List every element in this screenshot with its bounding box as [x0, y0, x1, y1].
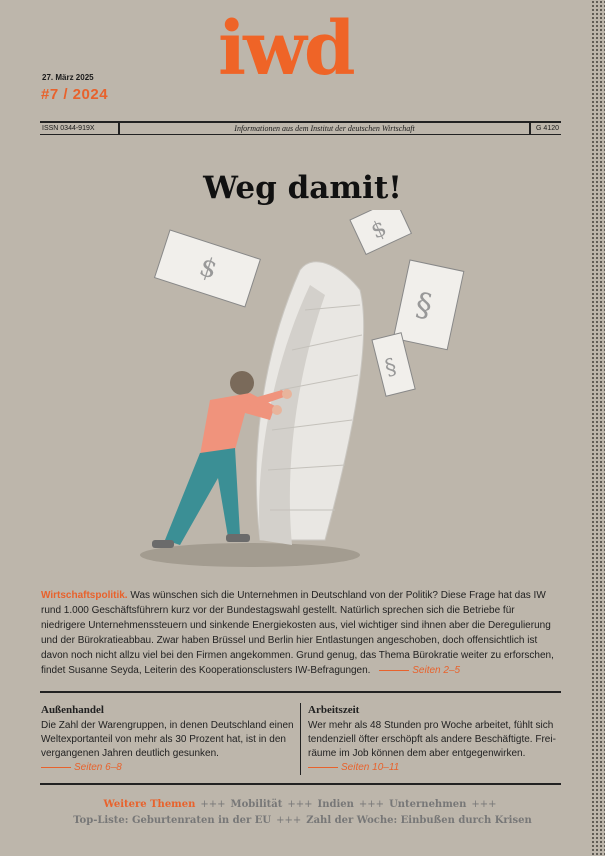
further-topics [0, 797, 605, 829]
flying-paper-icon [393, 260, 463, 350]
article-teaser [308, 703, 560, 775]
article-teaser [41, 703, 296, 775]
iwd-logo: iwd [218, 6, 353, 92]
info-bar [40, 121, 561, 135]
trousers [165, 448, 240, 545]
section-rule [40, 691, 561, 693]
tagline: Informationen aus dem Institut der deutschen Wirtschaft [234, 124, 415, 133]
svg-text:§: § [412, 284, 436, 326]
headline: Weg damit! [203, 170, 402, 206]
teaser-page-link[interactable]: Seiten 6–8 [41, 761, 296, 775]
teaser-title: Arbeitszeit [308, 704, 360, 716]
lead-paragraph [41, 588, 561, 678]
lead-page-link[interactable]: Seiten 2–5 [373, 665, 460, 676]
topic-item[interactable]: Zahl der Woche: Einbußen durch Krisen [306, 815, 532, 826]
svg-text:$: $ [367, 215, 391, 245]
topic-item[interactable]: Mobilität [230, 799, 283, 810]
dotted-edge [591, 0, 605, 856]
topics-label: Weitere Themen [103, 799, 196, 810]
arrow-icon [379, 670, 409, 671]
topic-item[interactable]: Top-Liste: Geburtenraten in der EU [73, 815, 272, 826]
dollar-symbol: $ [195, 251, 221, 286]
topics-line-2: Top-Liste: Geburtenraten in der EU +++ Zahl der Woche: Einbußen durch Krisen [73, 815, 532, 826]
teaser-text: Die Zahl der Warengruppen, in denen Deutschland einen Weltexportanteil von mehr als 30 Prozent hat, ist in den vergangenen Jahren deutlich gesunken. [41, 720, 294, 759]
issue-number: #7 / 2024 [41, 86, 109, 103]
issue-date: 27. März 2025 [42, 73, 94, 82]
lead-text: Was wünschen sich die Unternehmen in Deutschland von der Politik? Diese Frage hat das IW rund 1.000 Geschäftsführern kurz vor der Bundestagswahl gestellt. Natürlich sprechen sich die Betriebe für niedrigere Unternehmenssteuern und sinkende Energiekosten aus, viel wichtiger sind ihnen aber die Deregulierung und der Bürokratieabbau. Zwar haben Brüssel und Berlin hier Entlastungen angeschoben, doch offensichtlich ist davon noch nicht allzu viel bei den Firmen angekommen. Grund genug, das Thema Bürokratie weiter zu erforschen, findet Susanne Seyda, Leiterin des Kooperationsclusters IW-Befragungen. [41, 590, 554, 676]
svg-text:§: § [382, 354, 400, 382]
lead-keyword: Wirtschaftspolitik. [41, 590, 128, 601]
column-divider [300, 703, 301, 775]
section-rule [40, 783, 561, 785]
flying-paper-icon [372, 333, 415, 397]
teaser-page-link[interactable]: Seiten 10–11 [308, 761, 560, 775]
arrow-icon [41, 767, 71, 768]
flying-paper-icon [350, 210, 411, 254]
topic-item[interactable]: Indien [317, 799, 354, 810]
head [230, 371, 254, 395]
arrow-icon [308, 767, 338, 768]
teaser-title: Außenhandel [41, 704, 104, 716]
topics-line-1: Weitere Themen +++ Mobilität +++ Indien +++ Unternehmen +++ [103, 799, 497, 810]
teaser-text: Wer mehr als 48 Stunden pro Woche arbeitet, fühlt sich tendenziell öfter erschöpft als andere Beschäftigte. Frei-räume im Job können dem aber entgegenwirken. [308, 720, 556, 759]
g-number: G 4120 [536, 125, 559, 132]
man-pushing-paper-stack-illustration [110, 210, 480, 580]
issn: ISSN 0344-919X [42, 125, 95, 132]
flying-paper-icon [155, 230, 261, 307]
topic-item[interactable]: Unternehmen [389, 799, 467, 810]
